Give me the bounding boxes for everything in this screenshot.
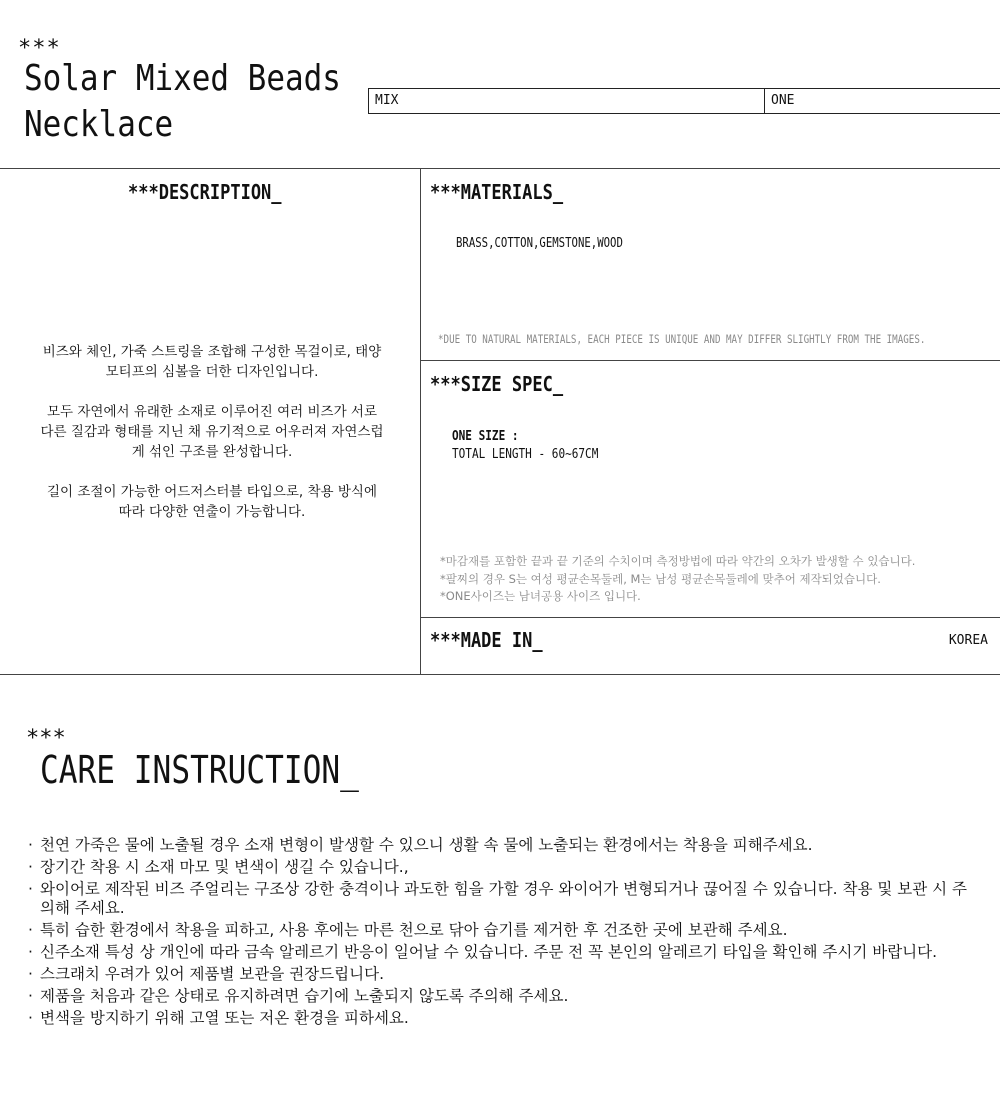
- care-item-text: 와이어로 제작된 비즈 주얼리는 구조상 강한 충격이나 과도한 힘을 가할 경우 와이어가 변형되거나 끊어질 수 있습니다. 착용 및 보관 시 주의해 주세요.: [40, 880, 967, 917]
- bullet-dot: ·: [28, 836, 33, 854]
- product-title-line2: Necklace: [24, 104, 174, 145]
- care-list: [28, 836, 973, 1031]
- divider-center: [420, 168, 421, 674]
- product-title-line1: Solar Mixed Beads: [24, 58, 341, 99]
- care-item-text: 신주소재 특성 상 개인에 따라 금속 알레르기 반응이 일어날 수 있습니다. 주문 전 꼭 본인의 알레르기 타입을 확인해 주시기 바랍니다.: [40, 943, 938, 961]
- description-paragraph: 비즈와 체인, 가죽 스트링을 조합해 구성한 목걸이로, 태양 모티프의 심볼을 더한 디자인입니다.: [42, 344, 382, 380]
- care-item: [28, 880, 973, 918]
- divider-top: [0, 168, 1000, 169]
- care-stars: ***: [26, 726, 66, 751]
- care-item: [28, 987, 973, 1006]
- care-item-text: 변색을 방지하기 위해 고열 또는 저온 환경을 피하세요.: [40, 1009, 409, 1027]
- made-in-value: KOREA: [948, 633, 988, 648]
- bullet-dot: ·: [28, 921, 33, 939]
- divider-bottom: [0, 674, 1000, 675]
- care-item-text: 제품을 처음과 같은 상태로 유지하려면 습기에 노출되지 않도록 주의해 주세요.: [40, 987, 569, 1005]
- care-item: [28, 836, 973, 855]
- care-item: [28, 1009, 973, 1028]
- care-item: [28, 858, 973, 877]
- option-color: MIX: [369, 89, 765, 113]
- description-body: [40, 342, 384, 542]
- care-item-text: 스크래치 우려가 있어 제품별 보관을 권장드립니다.: [40, 965, 384, 983]
- size-spec-heading: ***SIZE SPEC_: [430, 372, 564, 396]
- care-item: [28, 921, 973, 940]
- materials-note: *DUE TO NATURAL MATERIALS, EACH PIECE IS UNIQUE AND MAY DIFFER SLIGHTLY FROM THE IMAGES.: [438, 332, 926, 346]
- care-item-text: 천연 가죽은 물에 노출될 경우 소재 변형이 발생할 수 있으니 생활 속 물에 노출되는 환경에서는 착용을 피해주세요.: [40, 836, 813, 854]
- description-heading: ***DESCRIPTION_: [128, 180, 282, 204]
- materials-list: BRASS,COTTON,GEMSTONE,WOOD: [456, 236, 623, 251]
- bullet-dot: ·: [28, 880, 33, 898]
- option-table: [368, 88, 1000, 114]
- size-note: *팔찌의 경우 S는 여성 평균손목둘레, M는 남성 평균손목둘레에 맞추어 제작되었습니다.: [440, 571, 881, 586]
- description-paragraph: 길이 조절이 가능한 어드저스터블 타입으로, 착용 방식에 따라 다양한 연출이 가능합니다.: [47, 484, 377, 520]
- care-item-text: 특히 습한 환경에서 착용을 피하고, 사용 후에는 마른 천으로 닦아 습기를 제거한 후 건조한 곳에 보관해 주세요.: [40, 921, 788, 939]
- care-title: CARE INSTRUCTION_: [40, 748, 359, 792]
- size-label: ONE SIZE :: [452, 429, 519, 444]
- made-in-heading: ***MADE IN_: [430, 628, 543, 652]
- care-item: [28, 965, 973, 984]
- product-title: [24, 56, 385, 148]
- option-size: ONE: [771, 93, 795, 108]
- bullet-dot: ·: [28, 943, 33, 961]
- bullet-dot: ·: [28, 858, 33, 876]
- size-note: *ONE사이즈는 남녀공용 사이즈 입니다.: [440, 589, 641, 603]
- bullet-dot: ·: [28, 965, 33, 983]
- bullet-dot: ·: [28, 1009, 33, 1027]
- materials-heading: ***MATERIALS_: [430, 180, 564, 204]
- description-paragraph: 모두 자연에서 유래한 소재로 이루어진 여러 비즈가 서로 다른 질감과 형태를 지닌 채 유기적으로 어우러져 자연스럽게 섞인 구조를 완성합니다.: [40, 404, 384, 460]
- divider-materials: [420, 360, 1000, 361]
- title-stars: ***: [18, 36, 61, 61]
- size-length: TOTAL LENGTH - 60~67CM: [452, 447, 599, 462]
- size-note: *마감재를 포함한 끝과 끝 기준의 수치이며 측정방법에 따라 약간의 오차가 발생할 수 있습니다.: [440, 554, 916, 568]
- care-item-text: 장기간 착용 시 소재 마모 및 변색이 생길 수 있습니다.,: [40, 858, 409, 876]
- divider-size: [420, 617, 1000, 618]
- care-item: [28, 943, 973, 962]
- bullet-dot: ·: [28, 987, 33, 1005]
- size-notes: [440, 553, 980, 606]
